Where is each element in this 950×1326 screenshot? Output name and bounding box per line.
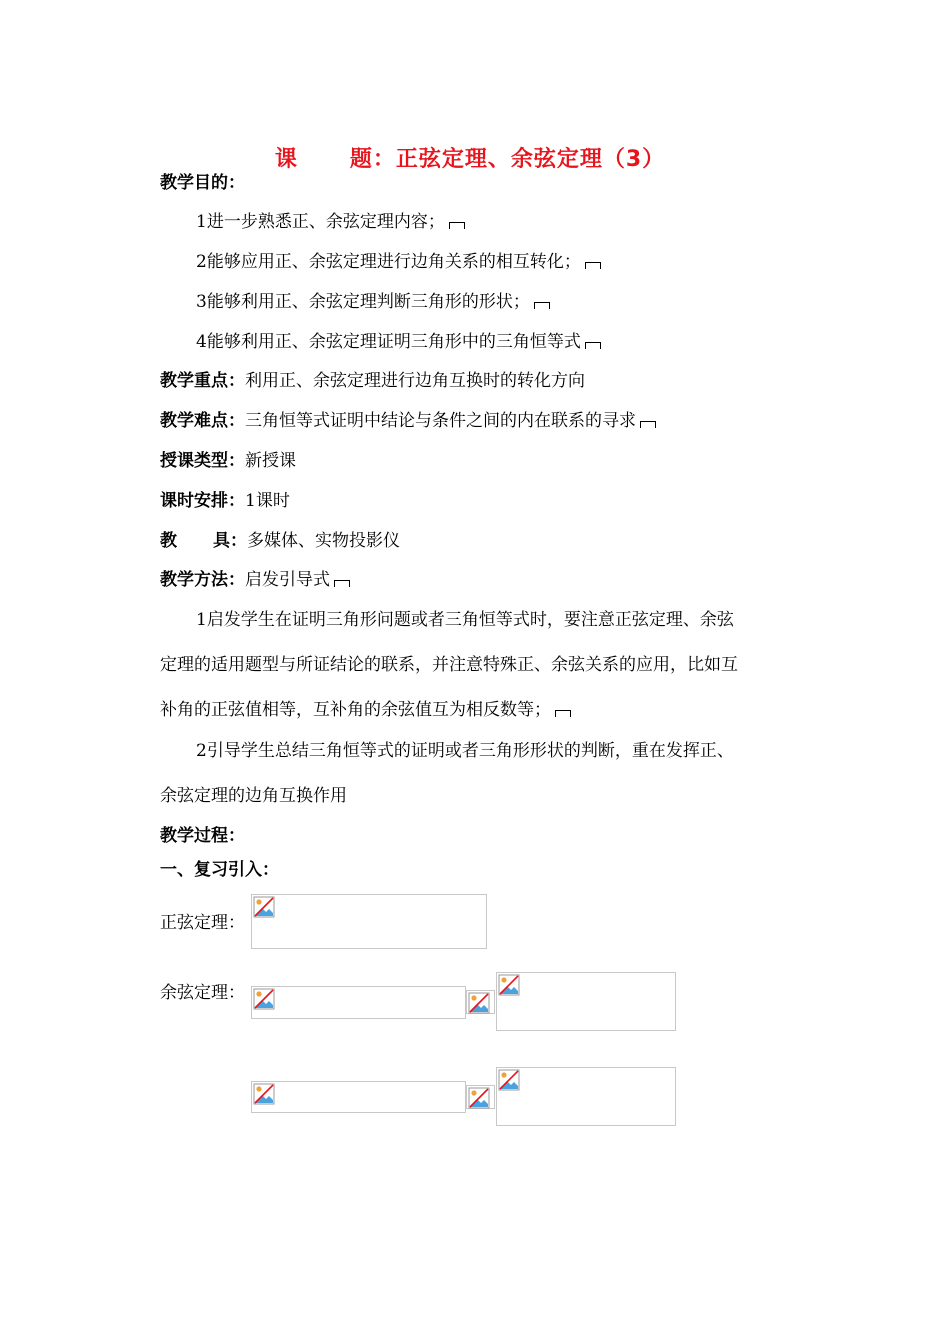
process-heading: 教学过程：	[160, 826, 245, 846]
difficulty: 教学难点：三角恒等式证明中结论与条件之间的内在联系的寻求	[160, 410, 656, 432]
broken-image-icon	[498, 974, 520, 996]
lesson-type: 授课类型：新授课	[160, 451, 296, 471]
paragraph-mark-icon	[585, 262, 601, 269]
section-review-heading: 一、复习引入：	[160, 860, 279, 880]
method-para1-line3: 补角的正弦值相等，互补角的余弦值互为相反数等；	[160, 699, 571, 721]
objective-item-1: 1进一步熟悉正、余弦定理内容；	[196, 211, 465, 233]
schedule: 课时安排：1课时	[160, 491, 290, 511]
objective-item-4: 4能够利用正、余弦定理证明三角形中的三角恒等式	[196, 331, 601, 353]
objective-item-2: 2能够应用正、余弦定理进行边角关系的相互转化；	[196, 251, 601, 273]
sine-law-label: 正弦定理：	[160, 913, 245, 933]
cosine-law-formula-image-1	[251, 986, 466, 1019]
broken-image-icon	[253, 988, 275, 1010]
broken-image-icon	[253, 896, 275, 918]
cosine-law-formula-image-2	[466, 990, 495, 1014]
method-para2-line1: 2引导学生总结三角恒等式的证明或者三角形形状的判断，重在发挥正、	[196, 741, 734, 761]
key-point: 教学重点：利用正、余弦定理进行边角互换时的转化方向	[160, 371, 585, 391]
paragraph-mark-icon	[640, 421, 656, 428]
objectives-heading: 教学目的：	[160, 173, 245, 193]
broken-image-icon	[498, 1069, 520, 1091]
paragraph-mark-icon	[534, 302, 550, 309]
method-para2-line2: 余弦定理的边角互换作用	[160, 786, 347, 806]
paragraph-mark-icon	[585, 342, 601, 349]
paragraph-mark-icon	[334, 580, 350, 587]
cosine-law-formula-image-6	[496, 1067, 676, 1126]
broken-image-icon	[468, 1087, 490, 1109]
title-left: 课	[274, 147, 298, 172]
paragraph-mark-icon	[555, 710, 571, 717]
method-para1-line2: 定理的适用题型与所证结论的联系，并注意特殊正、余弦关系的应用，比如互	[160, 655, 738, 675]
sine-law-formula-image	[251, 894, 487, 949]
method: 教学方法：启发引导式	[160, 569, 350, 591]
cosine-law-label: 余弦定理：	[160, 983, 245, 1003]
page-title	[0, 142, 940, 173]
tools: 教 具：多媒体、实物投影仪	[160, 531, 400, 551]
objective-item-3: 3能够利用正、余弦定理判断三角形的形状；	[196, 291, 550, 313]
broken-image-icon	[253, 1083, 275, 1105]
cosine-law-formula-image-3	[496, 972, 676, 1031]
method-para1-line1: 1启发学生在证明三角形问题或者三角恒等式时，要注意正弦定理、余弦	[196, 610, 734, 630]
paragraph-mark-icon	[449, 222, 465, 229]
cosine-law-formula-image-5	[466, 1085, 495, 1109]
broken-image-icon	[468, 992, 490, 1014]
title-right: 题：正弦定理、余弦定理（3）	[349, 147, 666, 172]
cosine-law-formula-image-4	[251, 1081, 466, 1113]
